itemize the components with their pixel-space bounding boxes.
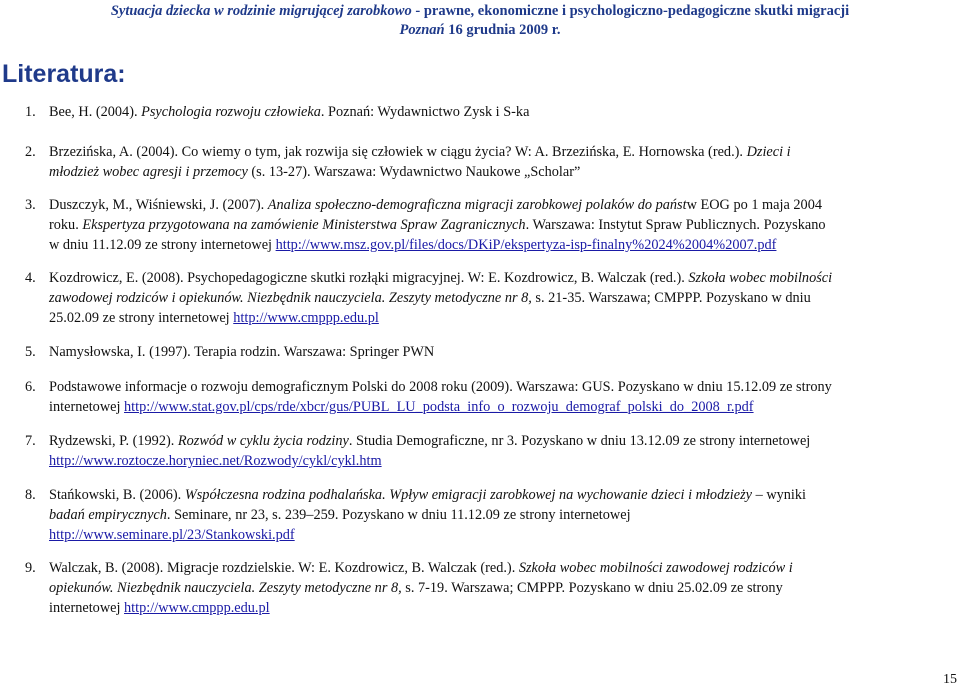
reference-3 [25, 195, 945, 255]
reference-title: badań empirycznych [49, 507, 167, 523]
reference-4 [25, 268, 945, 328]
reference-number: 1. [25, 104, 36, 120]
reference-text: Duszczyk, M., Wiśniewski, J. (2007). [49, 197, 268, 213]
reference-text: Namysłowska, I. (1997). Terapia rodzin. Warszawa: Springer PWN [49, 344, 435, 360]
reference-7 [25, 431, 945, 471]
reference-6 [25, 377, 945, 417]
reference-title: zawodowej rodziców i opiekunów. Niezbędnik nauczyciela. Zeszyty metodyczne nr 8, [49, 290, 532, 306]
reference-text: . Poznań: Wydawnictwo Zysk i S-ka [320, 104, 530, 120]
section-title: Literatura: [2, 60, 126, 88]
reference-8 [25, 485, 945, 545]
document-header-title [0, 3, 960, 20]
reference-text: . Studia Demograficzne, nr 3. Pozyskano w dniu 13.12.09 ze strony internetowej [348, 433, 811, 449]
reference-text: w EOG po 1 maja 2004 [686, 197, 822, 213]
reference-title: Psychologia rozwoju człowieka [141, 104, 321, 120]
header-city: Poznań [399, 22, 445, 38]
reference-link[interactable]: http://www.cmppp.edu.pl [233, 310, 379, 326]
reference-title: opiekunów. Niezbędnik nauczyciela. Zeszyty metodyczne nr 8, [49, 580, 402, 596]
reference-number: 8. [25, 487, 36, 503]
reference-number: 6. [25, 379, 36, 395]
reference-text: – wyniki [752, 487, 807, 503]
reference-text: Bee, H. (2004). [49, 104, 142, 120]
reference-text: . Warszawa: Instytut Spraw Publicznych. Pozyskano [525, 217, 826, 233]
reference-number: 5. [25, 344, 36, 360]
reference-2 [25, 142, 945, 182]
reference-text: w dniu 11.12.09 ze strony internetowej [49, 237, 276, 253]
reference-text: Podstawowe informacje o rozwoju demograficznym Polski do 2008 roku (2009). Warszawa: GUS. Pozyskano w dniu 15.12.09 ze strony [49, 379, 832, 395]
reference-number: 9. [25, 560, 36, 576]
reference-text: internetowej [49, 600, 125, 616]
reference-text: internetowej [49, 399, 125, 415]
document-header-date [0, 22, 960, 39]
reference-text: Stańkowski, B. (2006). [49, 487, 185, 503]
header-title-rest: - prawne, ekonomiczne i psychologiczno-pedagogiczne skutki migracji [411, 3, 850, 19]
reference-text: 25.02.09 ze strony internetowej [49, 310, 234, 326]
reference-text: Brzezińska, A. (2004). Co wiemy o tym, jak rozwija się człowiek w ciągu życia? W: A. Brzezińska, E. Hornowska (red.). [49, 144, 747, 160]
reference-text: Rydzewski, P. (1992). [49, 433, 178, 449]
reference-title: Szkoła wobec mobilności zawodowej rodziców i [518, 560, 793, 576]
reference-title: Rozwód w cyklu życia rodziny [177, 433, 349, 449]
header-date: 16 grudnia 2009 r. [444, 22, 561, 38]
reference-number: 3. [25, 197, 36, 213]
reference-5 [25, 342, 945, 362]
reference-link[interactable]: http://www.msz.gov.pl/files/docs/DKiP/ekspertyza-isp-finalny%2024%2004%2007.pdf [275, 237, 777, 253]
reference-text: . Seminare, nr 23, s. 239–259. Pozyskano w dniu 11.12.09 ze strony internetowej [166, 507, 631, 523]
reference-title: Szkoła wobec mobilności [688, 270, 833, 286]
reference-text: s. 21-35. Warszawa; CMPPP. Pozyskano w dniu [531, 290, 811, 306]
reference-link[interactable]: http://www.cmppp.edu.pl [124, 600, 270, 616]
reference-number: 4. [25, 270, 36, 286]
reference-link[interactable]: http://www.seminare.pl/23/Stankowski.pdf [49, 527, 295, 543]
reference-title: młodzież wobec agresji i przemocy [49, 164, 248, 180]
reference-number: 2. [25, 144, 36, 160]
reference-text: s. 7-19. Warszawa; CMPPP. Pozyskano w dniu 25.02.09 ze strony [401, 580, 783, 596]
reference-1 [25, 102, 945, 122]
reference-text: Walczak, B. (2008). Migracje rozdzielskie. W: E. Kozdrowicz, B. Walczak (red.). [49, 560, 519, 576]
reference-text: (s. 13-27). Warszawa: Wydawnictwo Naukowe „Scholar” [247, 164, 581, 180]
reference-number: 7. [25, 433, 36, 449]
reference-title: Analiza społeczno-demograficzna migracji zarobkowej polaków do państ [267, 197, 687, 213]
reference-text: roku. [49, 217, 83, 233]
reference-title: Dzieci i [746, 144, 791, 160]
reference-title: Współczesna rodzina podhalańska. Wpływ emigracji zarobkowej na wychowanie dzieci i młodzieży [184, 487, 753, 503]
reference-title: Ekspertyza przygotowana na zamówienie Ministerstwa Spraw Zagranicznych [82, 217, 526, 233]
page-number: 15 [943, 672, 957, 687]
reference-text: Kozdrowicz, E. (2008). Psychopedagogiczne skutki rozłąki migracyjnej. W: E. Kozdrowicz, B. Walczak (red.). [49, 270, 689, 286]
reference-link[interactable]: http://www.roztocze.horyniec.net/Rozwody/cykl/cykl.htm [49, 453, 382, 469]
reference-9 [25, 558, 945, 618]
header-title-italic: Sytuacja dziecka w rodzinie migrującej zarobkowo [110, 3, 412, 19]
reference-link[interactable]: http://www.stat.gov.pl/cps/rde/xbcr/gus/PUBL_LU_podsta_info_o_rozwoju_demograf_polski_do_2008_r.pdf [124, 399, 754, 415]
